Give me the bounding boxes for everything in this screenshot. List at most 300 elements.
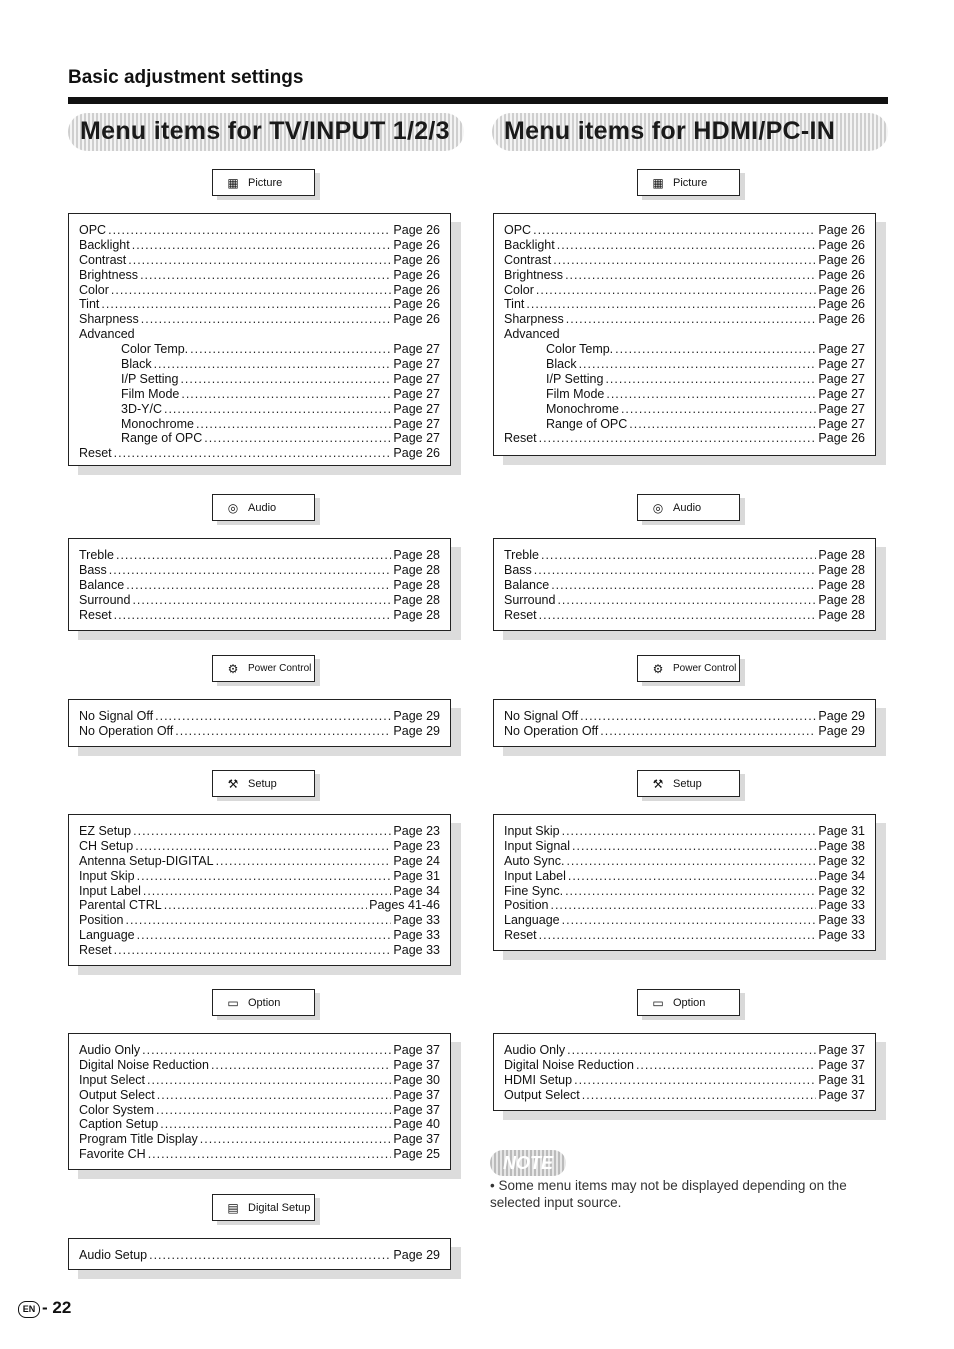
menu-item-row <box>79 1088 440 1103</box>
right-picture-menu-list <box>493 213 876 456</box>
menu-item-row <box>79 1248 440 1263</box>
menu-item-row <box>79 342 440 357</box>
menu-item-label: Reset <box>504 607 537 622</box>
menu-item-label: Reset <box>504 928 537 943</box>
menu-item-row <box>504 898 865 913</box>
bullet: • <box>490 1178 499 1193</box>
left-digital-tab-label: Digital Setup <box>248 1201 311 1214</box>
menu-item-row <box>79 1147 440 1162</box>
menu-item-page: Page 31 <box>393 868 440 883</box>
menu-item-row <box>504 724 865 739</box>
menu-item-label: Sharpness <box>504 312 564 327</box>
power-control-icon: ⚙ <box>227 661 239 676</box>
leader-dots <box>582 1088 817 1103</box>
right-audio-tab <box>637 494 740 521</box>
menu-item-row <box>79 223 440 238</box>
menu-item-label: Brightness <box>504 267 564 282</box>
menu-item-page: Page 33 <box>818 913 865 928</box>
menu-item-page: Page 27 <box>393 342 440 357</box>
menu-item-row <box>79 563 440 578</box>
picture-icon: ▦ <box>652 175 664 190</box>
menu-item-label: Backlight <box>79 237 130 252</box>
menu-item-label: Range of OPC <box>121 431 203 446</box>
menu-item-label: Balance <box>79 577 125 592</box>
banner-tv-input-label: Menu items for TV/INPUT 1/2/3 <box>80 117 450 145</box>
leader-dots <box>200 1132 392 1147</box>
leader-dots <box>572 839 816 854</box>
left-picture-tab-label: Picture <box>248 176 283 189</box>
right-picture-tab-label: Picture <box>673 176 708 189</box>
menu-item-label: Film Mode <box>121 386 180 401</box>
en-badge: EN <box>18 1301 40 1318</box>
menu-item-label: Position <box>79 913 124 928</box>
menu-item-page: Page 33 <box>393 928 440 943</box>
menu-item-label: Digital Noise Reduction <box>79 1057 209 1072</box>
menu-item-row <box>504 297 865 312</box>
menu-item-label: CH Setup <box>79 838 134 853</box>
power-control-icon: ⚙ <box>652 661 664 676</box>
menu-item-page: Page 26 <box>393 282 440 297</box>
menu-item-page: Page 23 <box>393 838 440 853</box>
menu-item-label: Reset <box>79 446 112 461</box>
menu-item-row <box>79 824 440 839</box>
menu-item-row <box>79 709 440 724</box>
menu-item-label: Input Label <box>79 883 141 898</box>
right-power-menu-list <box>493 699 876 747</box>
menu-item-row <box>79 297 440 312</box>
note-text <box>490 1177 890 1211</box>
menu-item-page: Page 37 <box>393 1087 440 1102</box>
note-body: Some menu items may not be displayed depending on the selected input source. <box>490 1178 847 1210</box>
leader-dots <box>143 884 392 899</box>
menu-item-label: Parental CTRL <box>79 898 162 913</box>
leader-dots <box>534 563 817 578</box>
right-option-tab <box>637 989 740 1016</box>
menu-item-page: Page 31 <box>818 824 865 838</box>
left-audio-menu-list <box>68 538 451 631</box>
menu-item-row <box>504 387 865 402</box>
menu-item-page: Page 28 <box>818 607 865 622</box>
menu-item-row <box>79 372 440 387</box>
leader-dots <box>526 297 816 312</box>
menu-item-label: Fine Sync. <box>504 883 564 898</box>
menu-item-label: Audio Only <box>79 1043 141 1057</box>
menu-item-row <box>79 854 440 869</box>
leader-dots <box>133 824 391 839</box>
left-power-menu-list <box>68 699 451 747</box>
leader-dots <box>155 709 391 724</box>
menu-item-page: Page 27 <box>393 357 440 372</box>
menu-item-label: No Operation Off <box>79 723 174 738</box>
option-icon: ▭ <box>652 995 664 1010</box>
leader-dots <box>164 898 367 913</box>
menu-item-page: Page 26 <box>818 237 865 252</box>
leader-dots <box>114 608 392 623</box>
menu-item-row <box>504 578 865 593</box>
leader-dots <box>137 869 392 884</box>
leader-dots <box>180 372 391 387</box>
leader-dots <box>539 608 817 623</box>
leader-dots <box>160 1117 391 1132</box>
menu-item-label: Sharpness <box>79 312 139 327</box>
menu-item-page: Page 27 <box>818 416 865 431</box>
menu-item-row <box>504 913 865 928</box>
menu-item-page: Page 28 <box>393 577 440 592</box>
leader-dots <box>533 223 816 238</box>
leader-dots <box>142 1043 391 1058</box>
menu-item-page: Page 37 <box>393 1102 440 1117</box>
menu-item-label: OPC <box>79 223 107 237</box>
leader-dots <box>141 312 392 327</box>
menu-item-row <box>504 869 865 884</box>
left-audio-tab <box>212 494 315 521</box>
menu-item-page: Page 33 <box>818 928 865 943</box>
leader-dots <box>605 372 816 387</box>
banner-hdmi-pc-label: Menu items for HDMI/PC-IN <box>504 117 836 145</box>
menu-item-label: Advanced <box>79 327 135 342</box>
leader-dots <box>551 578 816 593</box>
leader-dots <box>562 824 817 839</box>
picture-icon: ▦ <box>227 175 239 190</box>
menu-item-row <box>504 357 865 372</box>
menu-item-label: Tint <box>79 297 100 312</box>
leader-dots <box>111 283 392 298</box>
menu-item-label: Reset <box>504 431 537 446</box>
left-picture-menu-list <box>68 213 451 466</box>
left-setup-tab <box>212 770 315 797</box>
menu-item-label: Color Temp. <box>546 342 614 357</box>
menu-item-label: Brightness <box>79 267 139 282</box>
menu-item-page: Page 26 <box>393 446 440 461</box>
menu-item-label: No Signal Off <box>504 709 579 723</box>
left-setup-tab-label: Setup <box>248 777 277 790</box>
right-option-tab-label: Option <box>673 996 706 1009</box>
leader-dots <box>615 342 816 357</box>
menu-item-page: Page 26 <box>818 431 865 446</box>
menu-item-page: Page 28 <box>393 607 440 622</box>
menu-item-row <box>79 431 440 446</box>
menu-item-row <box>504 1088 865 1103</box>
menu-item-row <box>504 884 865 899</box>
leader-dots <box>157 1088 392 1103</box>
right-power-tab <box>637 655 740 682</box>
right-picture-tab <box>637 169 740 196</box>
menu-item-page: Page 28 <box>393 562 440 577</box>
leader-dots <box>606 387 816 402</box>
leader-dots <box>132 238 392 253</box>
menu-item-label: Input Skip <box>79 868 135 883</box>
menu-item-label: Input Skip <box>504 824 560 838</box>
leader-dots <box>580 709 816 724</box>
leader-dots <box>190 342 391 357</box>
menu-item-row <box>504 431 865 446</box>
menu-item-page: Page 24 <box>393 853 440 868</box>
menu-item-page: Page 40 <box>393 1117 440 1132</box>
menu-item-label: I/P Setting <box>121 371 179 386</box>
right-power-tab-label: Power Control <box>673 663 737 674</box>
menu-item-label: Color <box>79 282 109 297</box>
menu-item-page: Page 26 <box>818 267 865 282</box>
menu-item-label: Bass <box>504 562 532 577</box>
menu-item-page: Page 27 <box>818 386 865 401</box>
menu-item-page: Page 37 <box>818 1087 865 1102</box>
menu-item-page: Page 26 <box>393 267 440 282</box>
menu-item-row <box>79 608 440 623</box>
digital-setup-icon: ▤ <box>227 1200 239 1215</box>
menu-item-label: Reset <box>79 943 112 958</box>
menu-item-row <box>79 387 440 402</box>
leader-dots <box>114 943 392 958</box>
menu-item-page: Page 32 <box>818 883 865 898</box>
menu-item-row <box>79 898 440 913</box>
menu-item-page: Page 27 <box>393 431 440 446</box>
right-audio-menu-list <box>493 538 876 631</box>
leader-dots <box>140 268 391 283</box>
menu-item-label: Range of OPC <box>546 416 628 431</box>
leader-dots <box>154 357 392 372</box>
leader-dots <box>568 869 817 884</box>
leader-dots <box>600 724 816 739</box>
leader-dots <box>116 548 391 563</box>
left-digital-menu-list <box>68 1238 451 1270</box>
menu-item-row <box>504 402 865 417</box>
menu-item-page: Page 37 <box>393 1057 440 1072</box>
menu-item-row <box>79 402 440 417</box>
menu-item-label: HDMI Setup <box>504 1072 573 1087</box>
leader-dots <box>175 724 391 739</box>
menu-item-page: Page 28 <box>393 592 440 607</box>
menu-item-page: Page 23 <box>393 824 440 838</box>
menu-item-label: 3D-Y/C <box>121 401 162 416</box>
leader-dots <box>566 312 817 327</box>
menu-item-row <box>504 593 865 608</box>
leader-dots <box>565 268 816 283</box>
leader-dots <box>541 548 816 563</box>
menu-item-row <box>79 417 440 432</box>
menu-item-row <box>504 342 865 357</box>
left-option-tab <box>212 989 315 1016</box>
menu-item-page: Page 26 <box>393 237 440 252</box>
option-icon: ▭ <box>227 995 239 1010</box>
menu-item-row <box>504 253 865 268</box>
menu-item-page: Page 33 <box>393 913 440 928</box>
right-audio-tab-label: Audio <box>673 501 702 514</box>
leader-dots <box>149 1248 391 1263</box>
menu-item-row <box>79 913 440 928</box>
menu-item-row <box>504 854 865 869</box>
menu-item-row <box>79 724 440 739</box>
menu-item-label: Language <box>79 928 135 943</box>
menu-item-page: Page 29 <box>818 709 865 723</box>
menu-item-label: Backlight <box>504 237 555 252</box>
menu-item-row <box>79 357 440 372</box>
leader-dots <box>562 913 817 928</box>
right-option-menu-list <box>493 1033 876 1111</box>
leader-dots <box>621 402 816 417</box>
leader-dots <box>114 446 392 461</box>
menu-item-page: Pages 41-46 <box>369 898 440 913</box>
leader-dots <box>148 1147 392 1162</box>
leader-dots <box>557 593 816 608</box>
menu-item-page: Page 26 <box>818 282 865 297</box>
menu-item-page: Page 26 <box>393 312 440 327</box>
menu-item-page: Page 26 <box>818 223 865 237</box>
leader-dots <box>132 593 391 608</box>
menu-item-page: Page 28 <box>818 592 865 607</box>
menu-item-row <box>79 884 440 899</box>
menu-item-label: Treble <box>79 548 114 562</box>
menu-item-page: Page 37 <box>818 1043 865 1057</box>
left-digital-tab <box>212 1194 315 1221</box>
leader-dots <box>553 253 816 268</box>
menu-item-row <box>79 1103 440 1118</box>
menu-item-row <box>504 1043 865 1058</box>
menu-item-row <box>79 253 440 268</box>
menu-item-row <box>504 417 865 432</box>
leader-dots <box>109 563 392 578</box>
menu-item-page: Page 28 <box>393 548 440 562</box>
title-rule <box>68 97 888 104</box>
menu-item-label: Color Temp. <box>121 342 189 357</box>
leader-dots <box>539 928 817 943</box>
menu-item-row <box>79 312 440 327</box>
menu-item-page: Page 38 <box>818 838 865 853</box>
leader-dots <box>550 898 816 913</box>
menu-item-page: Page 29 <box>393 709 440 723</box>
menu-item-label: Surround <box>504 592 556 607</box>
leader-dots <box>629 417 816 432</box>
menu-item-row <box>79 593 440 608</box>
menu-item-page: Page 28 <box>818 548 865 562</box>
leader-dots <box>204 431 391 446</box>
left-option-menu-list <box>68 1033 451 1170</box>
menu-item-page: Page 25 <box>393 1147 440 1162</box>
menu-item-label: Output Select <box>504 1087 580 1102</box>
menu-item-row <box>79 268 440 283</box>
menu-item-page: Page 27 <box>393 416 440 431</box>
menu-item-row <box>79 1132 440 1147</box>
leader-dots <box>128 253 391 268</box>
menu-item-row <box>504 1058 865 1073</box>
menu-item-row <box>504 928 865 943</box>
left-power-tab <box>212 655 315 682</box>
menu-item-row <box>79 1043 440 1058</box>
menu-item-label: Black <box>121 357 152 372</box>
menu-item-label: Caption Setup <box>79 1117 159 1132</box>
menu-item-label: Input Select <box>79 1072 146 1087</box>
menu-item-row <box>504 283 865 298</box>
menu-item-label: Tint <box>504 297 525 312</box>
menu-item-row <box>504 548 865 563</box>
menu-item-label: Monochrome <box>121 416 194 431</box>
menu-item-label: Input Signal <box>504 838 571 853</box>
menu-item-page: Page 37 <box>393 1132 440 1147</box>
menu-item-label: Antenna Setup-DIGITAL <box>79 853 214 868</box>
leader-dots <box>164 402 391 417</box>
menu-item-label: Input Label <box>504 868 566 883</box>
leader-dots <box>566 854 816 869</box>
menu-item-row <box>79 238 440 253</box>
leader-dots <box>196 417 391 432</box>
menu-item-row <box>504 327 865 342</box>
menu-item-label: Audio Only <box>504 1043 566 1057</box>
setup-icon: ⚒ <box>652 776 664 791</box>
menu-item-page: Page 28 <box>818 562 865 577</box>
leader-dots <box>108 223 391 238</box>
menu-item-label: I/P Setting <box>546 371 604 386</box>
menu-item-row <box>504 312 865 327</box>
menu-item-label: Advanced <box>504 327 560 342</box>
menu-item-label: Monochrome <box>546 401 619 416</box>
menu-item-row <box>504 268 865 283</box>
setup-icon: ⚒ <box>227 776 239 791</box>
menu-item-row <box>504 238 865 253</box>
audio-icon: ◎ <box>227 500 239 515</box>
leader-dots <box>135 839 391 854</box>
menu-item-row <box>504 839 865 854</box>
menu-item-page: Page 27 <box>818 342 865 357</box>
menu-item-row <box>504 608 865 623</box>
menu-item-row <box>79 446 440 461</box>
menu-item-row <box>79 1058 440 1073</box>
menu-item-page: Page 31 <box>818 1072 865 1087</box>
leader-dots <box>211 1058 391 1073</box>
menu-item-label: Audio Setup <box>79 1248 148 1262</box>
menu-item-label: Bass <box>79 562 107 577</box>
menu-item-label: Digital Noise Reduction <box>504 1057 634 1072</box>
leader-dots <box>101 297 391 312</box>
leader-dots <box>181 387 391 402</box>
menu-item-page: Page 26 <box>818 297 865 312</box>
menu-item-page: Page 37 <box>393 1043 440 1057</box>
page-title: Basic adjustment settings <box>68 67 304 88</box>
menu-item-page: Page 34 <box>393 883 440 898</box>
menu-item-page: Page 29 <box>818 723 865 738</box>
leader-dots <box>147 1073 391 1088</box>
banner-hdmi-pc <box>492 113 888 151</box>
left-power-tab-label: Power Control <box>248 663 312 674</box>
menu-item-label: Surround <box>79 592 131 607</box>
leader-dots <box>579 357 817 372</box>
leader-dots <box>156 1103 391 1118</box>
menu-item-page: Page 34 <box>818 868 865 883</box>
menu-item-label: Position <box>504 898 549 913</box>
menu-item-row <box>79 839 440 854</box>
left-setup-menu-list <box>68 814 451 966</box>
leader-dots <box>137 928 392 943</box>
menu-item-page: Page 33 <box>818 898 865 913</box>
note-badge: NOTE <box>490 1150 566 1176</box>
menu-item-row <box>79 283 440 298</box>
menu-item-page: Page 33 <box>393 943 440 958</box>
leader-dots <box>216 854 392 869</box>
audio-icon: ◎ <box>652 500 664 515</box>
right-setup-tab-label: Setup <box>673 777 702 790</box>
menu-item-row <box>504 824 865 839</box>
menu-item-label: Balance <box>504 577 550 592</box>
menu-item-page: Page 29 <box>393 1248 440 1262</box>
banner-tv-input <box>68 113 464 151</box>
leader-dots <box>574 1073 816 1088</box>
menu-item-label: Color System <box>79 1102 155 1117</box>
menu-item-label: Contrast <box>504 252 552 267</box>
leader-dots <box>567 1043 816 1058</box>
menu-item-row <box>79 578 440 593</box>
menu-item-label: No Operation Off <box>504 723 599 738</box>
leader-dots <box>557 238 817 253</box>
menu-item-page: Page 30 <box>393 1072 440 1087</box>
menu-item-page: Page 27 <box>818 371 865 386</box>
